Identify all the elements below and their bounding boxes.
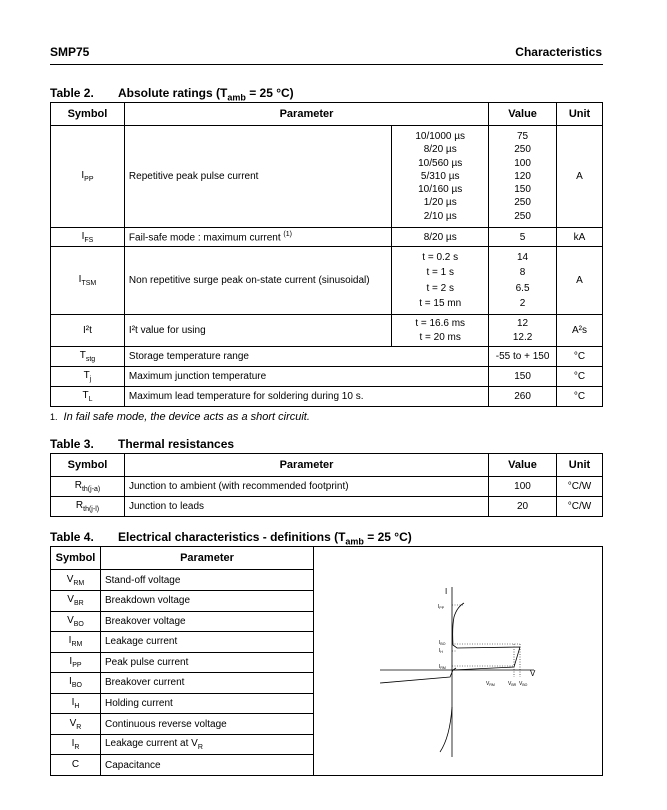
parameter-cell <box>124 228 391 247</box>
parameter-cell: Holding current <box>100 693 313 714</box>
value-cell: 5 <box>489 228 557 247</box>
parameter-cell: Peak pulse current <box>100 652 313 673</box>
parameter-cell: Junction to leads <box>125 497 489 517</box>
table2-title-end: = 25 °C) <box>245 86 294 100</box>
value: 12.2 <box>512 331 533 343</box>
value: 250 <box>514 210 531 222</box>
header-unit: Unit <box>557 454 603 477</box>
symbol-sub: stg <box>85 356 96 363</box>
value: 6.5 <box>515 282 530 294</box>
symbol-sub: RM <box>73 579 85 587</box>
parameter-cell: Maximum junction temperature <box>124 367 488 387</box>
header-symbol: Symbol <box>51 547 101 570</box>
table4-title-sub: amb <box>345 536 364 547</box>
unit-cell: °C <box>557 347 603 367</box>
unit-cell: °C/W <box>557 497 603 517</box>
value: 250 <box>514 197 531 209</box>
symbol-text: V <box>67 614 74 626</box>
parameter-cell: Breakdown voltage <box>100 590 313 611</box>
parameter-cell: Stand-off voltage <box>100 570 313 591</box>
values-cell <box>489 126 557 228</box>
condition: t = 16.6 ms <box>415 318 466 330</box>
conditions-cell <box>392 126 489 228</box>
value: 8 <box>519 267 526 278</box>
symbol-cell: I²t <box>51 315 125 347</box>
header-rule <box>50 64 603 65</box>
unit-cell: °C <box>557 387 603 407</box>
value-cell: 260 <box>489 387 557 407</box>
iv-characteristic-diagram <box>314 547 602 775</box>
table-header-row <box>51 454 603 477</box>
value: 250 <box>514 144 531 156</box>
header-parameter: Parameter <box>125 454 489 477</box>
unit-cell: kA <box>557 228 603 247</box>
parameter-text: Fail-safe mode : maximum current <box>128 232 284 244</box>
value: 2 <box>519 298 526 309</box>
symbol-sub: BR <box>73 600 84 608</box>
symbol-cell <box>51 652 101 673</box>
header-parameter: Parameter <box>124 103 488 126</box>
symbol-text: V <box>67 594 74 606</box>
symbol-sub: BO <box>73 620 84 628</box>
parameter-cell: Breakover current <box>100 673 313 694</box>
table-row <box>51 126 603 228</box>
thermal-resistances-table <box>50 453 603 517</box>
symbol-cell <box>51 126 125 228</box>
table-row <box>51 367 603 387</box>
symbol-text: I <box>81 230 85 242</box>
values-cell <box>489 315 557 347</box>
parameter-cell: Capacitance <box>100 755 313 776</box>
symbol-text: I <box>81 170 85 181</box>
condition: t = 15 mn <box>419 298 462 309</box>
symbol-cell <box>51 497 125 517</box>
symbol-text: I <box>78 274 82 285</box>
header-symbol: Symbol <box>51 454 125 477</box>
value: 150 <box>514 184 531 196</box>
symbol-sub: PP <box>72 661 82 669</box>
conditions-cell <box>392 315 489 347</box>
symbol-cell <box>51 477 125 497</box>
label-ih: $I_H$ <box>438 648 443 654</box>
header-value: Value <box>489 454 557 477</box>
condition: t = 2 s <box>426 282 454 294</box>
unit-cell: A²s <box>557 315 603 347</box>
table-header-row <box>51 103 603 126</box>
symbol-text: C <box>71 758 80 770</box>
header-value: Value <box>489 103 557 126</box>
unit-cell: °C <box>557 367 603 387</box>
iv-curve-reverse <box>440 707 452 752</box>
symbol-cell <box>51 632 101 653</box>
parameter-cell: Leakage current <box>100 632 313 653</box>
symbol-sub: j <box>89 376 92 383</box>
symbol-text: R <box>75 500 84 511</box>
table-row <box>51 387 603 407</box>
symbol-cell <box>51 367 125 387</box>
parameter-cell: Junction to ambient (with recommended footprint) <box>125 477 489 497</box>
table-header-row <box>51 547 603 570</box>
symbol-cell <box>51 734 101 755</box>
label-irm: $I_{RM}$ <box>438 664 446 670</box>
absolute-ratings-table <box>50 102 603 407</box>
unit-cell: A <box>557 247 603 315</box>
unit-cell: °C/W <box>557 477 603 497</box>
condition: 1/20 µs <box>423 197 457 209</box>
symbol-cell <box>51 611 101 632</box>
condition: 10/1000 µs <box>415 131 466 143</box>
table4-title-end: = 25 °C) <box>363 530 412 544</box>
label-ipp: $I_{PP}$ <box>437 604 445 610</box>
parameter-cell: Repetitive peak pulse current <box>124 126 391 228</box>
condition-cell: 8/20 µs <box>392 228 489 247</box>
symbol-sub: FS <box>84 236 94 244</box>
table4-caption <box>50 530 412 546</box>
label-vbr: $V_{BR}$ <box>507 681 517 687</box>
value-cell: 150 <box>489 367 557 387</box>
section-title: Characteristics <box>515 45 602 59</box>
symbol-sub: R <box>76 723 82 731</box>
symbol-text: I <box>68 635 72 647</box>
symbol-text: T <box>79 350 86 361</box>
symbol-text: I <box>71 738 75 750</box>
table2-title: Absolute ratings (T <box>118 86 228 100</box>
symbol-cell <box>51 347 125 367</box>
symbol-sub: TSM <box>81 280 97 287</box>
parameter-cell: Breakover voltage <box>100 611 313 632</box>
parameter-cell: Continuous reverse voltage <box>100 714 313 735</box>
header-symbol: Symbol <box>51 103 125 126</box>
table-row <box>51 228 603 247</box>
condition: 8/20 µs <box>423 144 457 156</box>
parameter-cell: Non repetitive surge peak on-state current (sinusoidal) <box>124 247 391 315</box>
table2-number: Table 2. <box>50 86 94 100</box>
conditions-cell <box>392 247 489 315</box>
symbol-text: R <box>74 480 82 491</box>
symbol-cell <box>51 693 101 714</box>
symbol-text: T <box>83 370 90 381</box>
electrical-definitions-table <box>50 546 603 776</box>
label-vbo: $V_{BO}$ <box>518 681 528 687</box>
axis-label-i: I <box>444 587 448 596</box>
symbol-sub: H <box>74 702 80 710</box>
value-cell: 100 <box>489 477 557 497</box>
symbol-cell <box>51 387 125 407</box>
table-row <box>51 247 603 315</box>
symbol-sub: R <box>74 744 80 752</box>
symbol-cell <box>51 673 101 694</box>
value: 12 <box>517 318 529 330</box>
table-row <box>51 497 603 517</box>
footnote <box>50 411 310 423</box>
parameter-cell: Maximum lead temperature for soldering during 10 s. <box>124 387 488 407</box>
footnote-text: In fail safe mode, the device acts as a short circuit. <box>63 411 310 423</box>
header-unit: Unit <box>557 103 603 126</box>
parameter-cell: Storage temperature range <box>124 347 488 367</box>
table2-title-sub: amb <box>227 92 246 103</box>
symbol-text: T <box>82 390 89 401</box>
table-row <box>51 315 603 347</box>
condition: 2/10 µs <box>423 210 457 222</box>
symbol-text: I <box>71 696 75 708</box>
table-row <box>51 347 603 367</box>
condition: t = 0.2 s <box>422 251 459 263</box>
label-ibo: $I_{BO}$ <box>438 640 446 646</box>
symbol-cell <box>51 228 125 247</box>
label-vrm: $V_{RM}$ <box>485 681 495 687</box>
header-parameter: Parameter <box>100 547 313 570</box>
table2-caption <box>50 86 294 102</box>
symbol-cell <box>51 247 125 315</box>
parameter-sub: R <box>197 744 203 752</box>
value: 14 <box>517 251 529 263</box>
iv-curve-upper <box>453 603 520 670</box>
value: 100 <box>514 157 531 169</box>
table-row <box>51 477 603 497</box>
part-number: SMP75 <box>50 45 90 59</box>
symbol-sub: th(j-l) <box>83 506 100 513</box>
symbol-cell <box>51 590 101 611</box>
symbol-sub: RM <box>71 641 83 649</box>
table3-title: Thermal resistances <box>118 437 235 451</box>
condition: t = 20 ms <box>419 331 461 343</box>
table4-number: Table 4. <box>50 530 94 544</box>
symbol-sub: BO <box>71 682 82 690</box>
symbol-sub: PP <box>84 176 94 183</box>
values-cell <box>489 247 557 315</box>
condition: t = 1 s <box>426 267 454 278</box>
condition: 10/560 µs <box>418 157 463 169</box>
unit-cell: A <box>557 126 603 228</box>
symbol-sub: th(j-a) <box>81 486 101 493</box>
symbol-cell <box>51 755 101 776</box>
table3-caption <box>50 437 234 451</box>
table4-title: Electrical characteristics - definitions (T <box>118 530 346 544</box>
page-header <box>50 45 602 65</box>
value-cell: -55 to + 150 <box>489 347 557 367</box>
value: 75 <box>517 131 529 143</box>
parameter-text: Leakage current at V <box>104 738 198 750</box>
axis-label-v: V <box>529 669 536 678</box>
symbol-text: I <box>69 655 73 667</box>
symbol-cell <box>51 714 101 735</box>
value-cell: 20 <box>489 497 557 517</box>
condition: 5/310 µs <box>420 170 460 182</box>
value: 120 <box>514 170 531 182</box>
parameter-cell: I²t value for using <box>124 315 391 347</box>
symbol-text: V <box>69 717 77 729</box>
table3-number: Table 3. <box>50 437 94 451</box>
symbol-text: I <box>69 676 72 688</box>
symbol-text: V <box>66 573 74 585</box>
symbol-cell <box>51 570 101 591</box>
parameter-cell <box>100 734 313 755</box>
condition: 10/160 µs <box>418 184 463 196</box>
footnote-number: 1. <box>50 412 58 422</box>
symbol-sub: L <box>88 396 93 403</box>
footnote-ref: (1) <box>283 230 292 238</box>
iv-diagram-cell <box>313 547 602 776</box>
